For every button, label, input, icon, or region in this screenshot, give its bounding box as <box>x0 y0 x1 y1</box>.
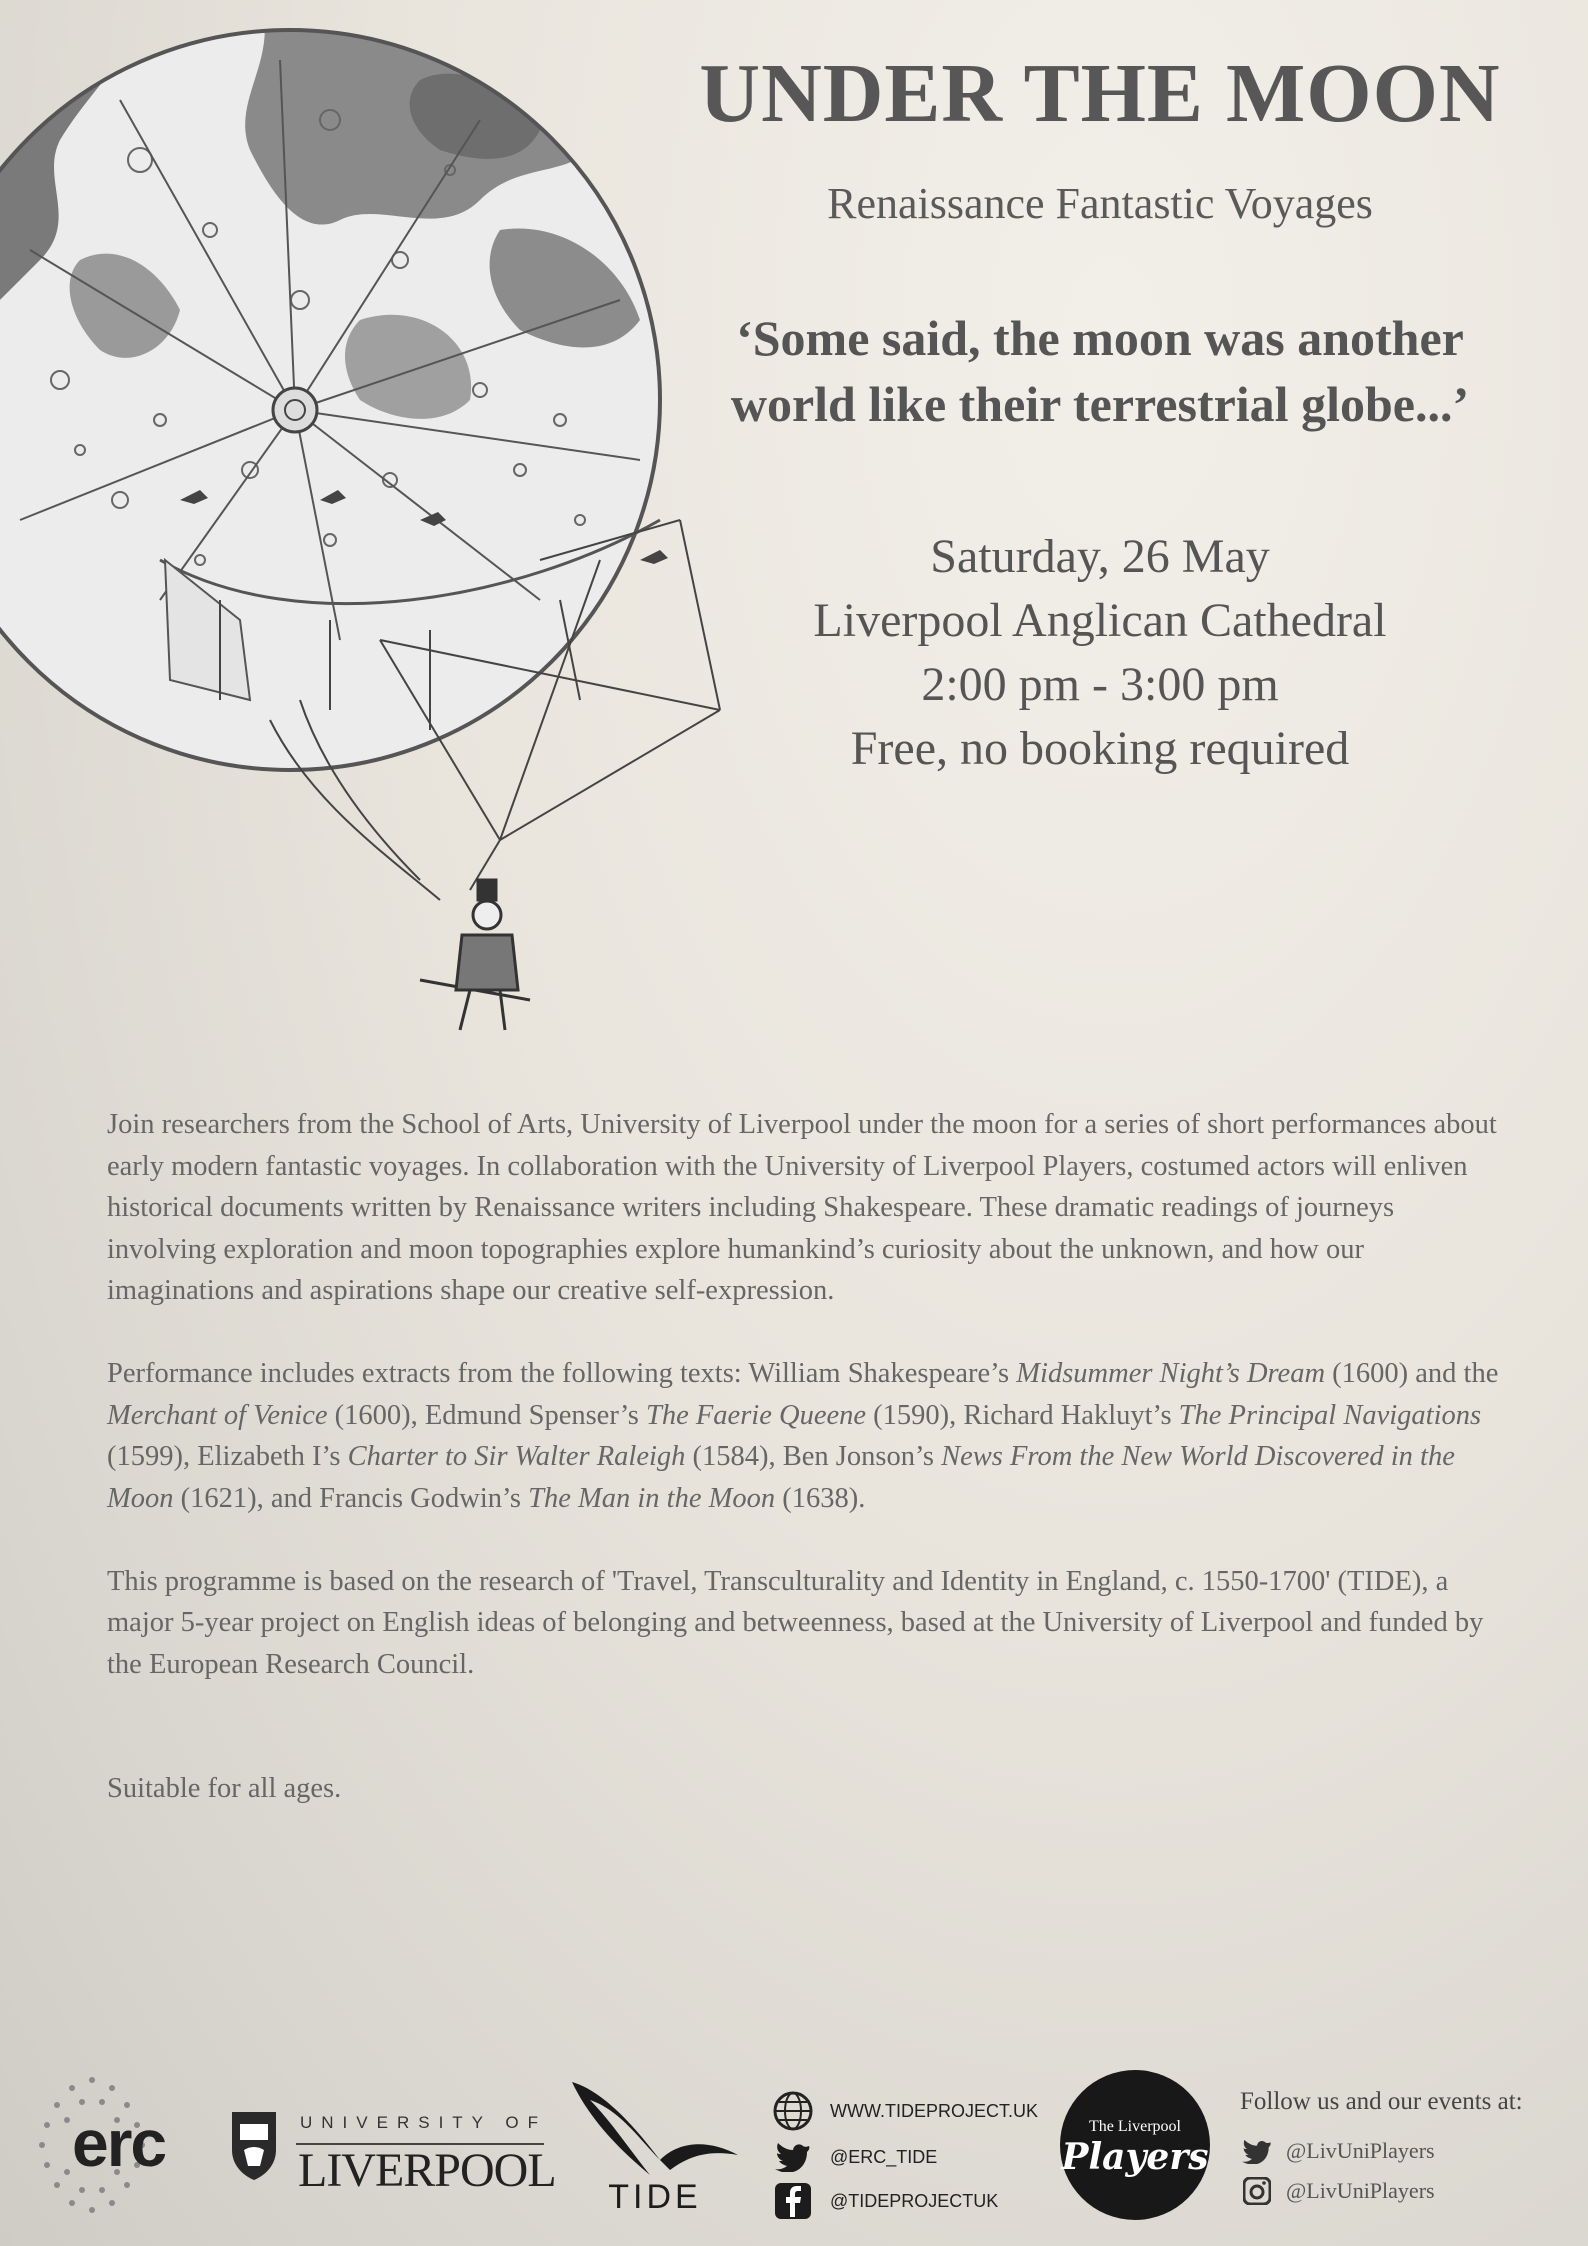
text-run: (1600), Edmund Spenser’s <box>327 1399 647 1431</box>
players-instagram-link[interactable] <box>1242 2176 1435 2206</box>
tide-swoosh-icon <box>570 2080 740 2190</box>
players-big-text: Players <box>1061 2136 1209 2178</box>
description <box>107 1104 1507 1851</box>
globe-icon <box>772 2090 814 2132</box>
twitter-icon <box>1242 2136 1272 2166</box>
tide-logo: TIDE <box>608 2178 702 2216</box>
website-label: WWW.TIDEPROJECT.UK <box>830 2100 1038 2121</box>
erc-logo: erc <box>72 2106 166 2180</box>
moon-balloon-illustration <box>0 0 740 1060</box>
players-twitter-label: @LivUniPlayers <box>1286 2138 1435 2163</box>
university-of-label: UNIVERSITY OF <box>300 2113 548 2132</box>
work-title: The Man in the Moon <box>528 1482 776 1514</box>
description-paragraph-3: This programme is based on the research of 'Travel, Transculturality and Identity in England, c. 1550-1700' (TIDE), a major 5-year project on English ideas of belonging and betweenness, based at the University of Liverpool and funded by the European Research Council. <box>107 1565 1484 1680</box>
follow-heading: Follow us and our events at: <box>1240 2088 1523 2115</box>
text-run: (1590), Richard Hakluyt’s <box>866 1399 1179 1431</box>
suitability-note: Suitable for all ages. <box>107 1773 342 1804</box>
twitter-icon <box>772 2136 814 2178</box>
event-venue: Liverpool Anglican Cathedral <box>813 594 1387 647</box>
quote-line-2: world like their terrestrial globe...’ <box>730 376 1470 432</box>
poster-quote <box>650 305 1550 437</box>
event-time: 2:00 pm - 3:00 pm <box>921 658 1279 711</box>
quote-line-1: ‘Some said, the moon was another <box>736 310 1464 366</box>
players-instagram-label: @LivUniPlayers <box>1286 2178 1435 2203</box>
poster-subtitle: Renaissance Fantastic Voyages <box>827 179 1373 228</box>
website-link[interactable] <box>772 2090 1038 2132</box>
players-badge <box>1060 2070 1210 2220</box>
players-small-text: The Liverpool <box>1089 2118 1181 2135</box>
poster-title: UNDER THE MOON <box>699 47 1501 140</box>
event-admission: Free, no booking required <box>850 722 1350 775</box>
twitter-link[interactable] <box>772 2136 937 2178</box>
work-title: The Faerie Queene <box>646 1399 867 1431</box>
facebook-link[interactable] <box>772 2180 998 2222</box>
liverpool-players-logo <box>1060 2070 1210 2220</box>
work-title: News From the New World Discovered in the Moon <box>107 1441 1455 1514</box>
players-twitter-link[interactable] <box>1242 2136 1435 2166</box>
work-title: Charter to Sir Walter Raleigh <box>347 1441 686 1472</box>
event-date: Saturday, 26 May <box>930 530 1270 583</box>
liverpool-logo-text: LIVERPOOL <box>298 2144 556 2197</box>
text-run: (1584), Ben Jonson’s <box>685 1441 942 1472</box>
text-run: (1599), Elizabeth I’s <box>107 1441 348 1472</box>
text-run: (1621), and Francis Godwin’s <box>173 1482 529 1514</box>
text-run: Performance includes extracts from the following texts: William Shakespeare’s <box>107 1358 1017 1389</box>
facebook-icon <box>772 2180 814 2222</box>
work-title: Merchant of Venice <box>107 1399 328 1431</box>
liverpool-shield-icon <box>230 2110 278 2182</box>
text-run: (1600) and the <box>1325 1358 1499 1389</box>
instagram-icon <box>1242 2176 1272 2206</box>
facebook-label: @TIDEPROJECTUK <box>830 2190 999 2211</box>
work-title: The Principal Navigations <box>1178 1399 1482 1431</box>
twitter-label: @ERC_TIDE <box>830 2146 938 2167</box>
text-run: (1638). <box>775 1482 866 1514</box>
event-details <box>650 525 1550 781</box>
description-paragraph-2 <box>107 1353 1507 1519</box>
work-title: Midsummer Night’s Dream <box>1016 1358 1326 1389</box>
description-paragraph-1: Join researchers from the School of Arts, University of Liverpool under the moon for a series of short performances about early modern fantastic voyages. In collaboration with the University of Liverpool Players, costumed actors will enliven historical documents written by Renaissance writers including Shakespeare. These dramatic readings of journeys involving exploration and moon topographies explore humankind’s curiosity about the unknown, and how our imaginations and aspirations shape our creative self-expression. <box>107 1109 1497 1306</box>
